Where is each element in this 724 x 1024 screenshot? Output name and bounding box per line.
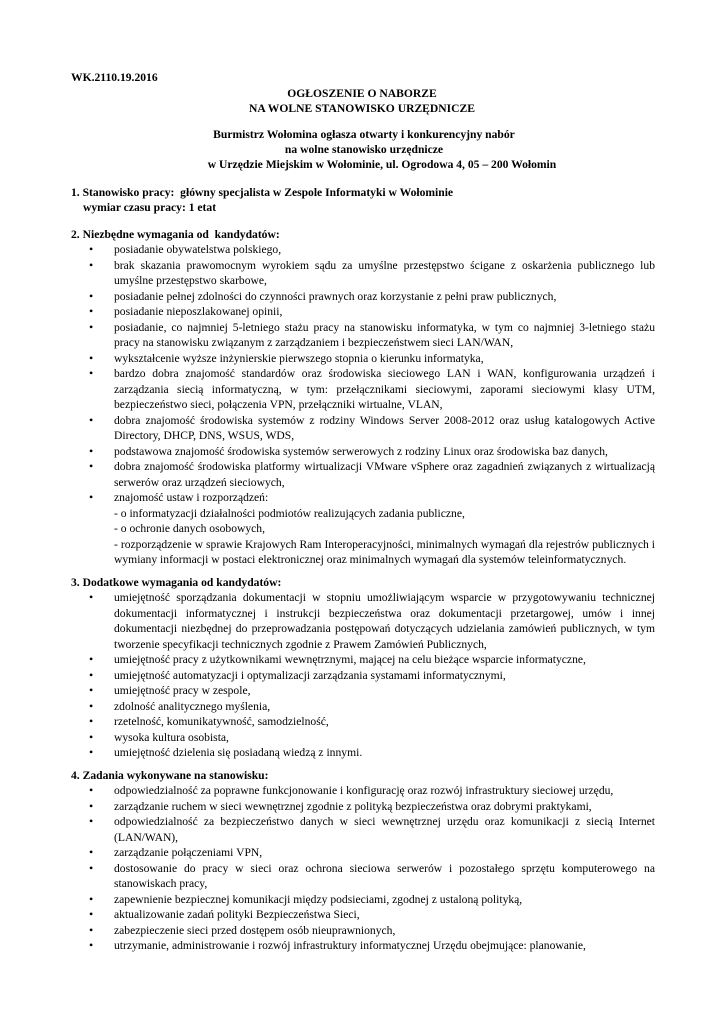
bullet-icon: • xyxy=(89,714,94,728)
laws-sub-2: - o ochronie danych osobowych, xyxy=(114,522,266,535)
list-item: • rzetelność, komunikatywność, samodzielność, xyxy=(89,714,329,728)
reference-number: WK.2110.19.2016 xyxy=(71,71,158,84)
bullet-icon: • xyxy=(89,459,94,473)
list-item: • podstawowa znajomość środowiska systemów serwerowych z rodziny Linux oraz środowiska baz danych, xyxy=(89,443,608,458)
list-item: • brak skazania prawomocnym wyrokiem sądu za umyślne przestępstwo ścigane z oskarżenia publicznego lub umyślne przestępstwo skarbowe, xyxy=(89,257,655,287)
list-item: • umiejętność dzielenia się posiadaną wiedzą z innymi. xyxy=(89,745,363,759)
section-1-title: 1. Stanowisko pracy: główny specjalista w Zespole Informatyki w Wołominie xyxy=(71,186,454,199)
list-item: • zapewnienie bezpiecznej komunikacji między podsieciami, zgodnej z ustaloną polityką, xyxy=(89,891,523,906)
list-item: • umiejętność pracy z użytkownikami wewnętrznymi, mającej na celu bieżące wsparcie informatyczne, xyxy=(89,652,586,666)
list-item-laws xyxy=(0,490,724,568)
list-item: • posiadanie nieposzlakowanej opinii, xyxy=(89,304,283,318)
bullet-icon: • xyxy=(89,698,94,713)
list-item: • odpowiedzialność za poprawne funkcjonowanie i konfigurację oraz rozwój infrastruktury sieciowej urzędu, xyxy=(89,783,614,797)
bullet-icon: • xyxy=(89,938,94,952)
tasks-list xyxy=(0,783,724,954)
title-line-2: NA WOLNE STANOWISKO URZĘDNICZE xyxy=(248,102,476,115)
laws-sub-3: - rozporządzenie w sprawie Krajowych Ram Interoperacyjności, minimalnych wymagań dla rejestrów publicznych i wymiany informacji w postaci elektronicznej oraz minimalnych wymagań dla systemów teleinformatycznych. xyxy=(114,537,655,566)
list-item: • utrzymanie, administrowanie i rozwój infrastruktury informatycznej Urzędu obejmujące: planowanie, xyxy=(89,938,586,952)
list-item: • odpowiedzialność za bezpieczeństwo danych w sieci wewnętrznej urzędu oraz komunikacji z siecią Internet (LAN/WAN), xyxy=(89,814,655,844)
bullet-icon: • xyxy=(89,891,94,906)
section-2-title: 2. Niezbędne wymagania od kandydatów: xyxy=(71,228,280,241)
list-item: • zarządzanie połączeniami VPN, xyxy=(89,845,263,859)
announcement-line-3: w Urzędzie Miejskim w Wołominie, ul. Ogrodowa 4, 05 – 200 Wołomin xyxy=(207,158,557,171)
list-item: • posiadanie, co najmniej 5-letniego stażu pracy na stanowisku informatyka, w tym co najmniej 3-letniego stażu pracy na stanowisku związanym z zarządzaniem i bezpieczeństwem sieci LAN/WAN, xyxy=(89,319,655,349)
list-item: • dobra znajomość środowiska systemów z rodziny Windows Server 2008-2012 oraz usług katalogowych Active Directory, DHCP, DNS, WSUS, WDS, xyxy=(89,412,655,442)
bullet-icon: • xyxy=(89,922,94,937)
bullet-icon: • xyxy=(89,729,94,744)
bullet-icon: • xyxy=(89,319,94,334)
bullet-icon: • xyxy=(89,667,94,682)
list-item: • umiejętność pracy w zespole, xyxy=(89,683,251,697)
bullet-icon: • xyxy=(89,798,94,813)
bullet-icon: • xyxy=(89,412,94,427)
bullet-icon: • xyxy=(89,242,94,256)
bullet-icon: • xyxy=(89,366,94,380)
list-item: • umiejętność automatyzacji i optymalizacji zarządzania systamami informatycznymi, xyxy=(89,667,506,682)
bullet-icon: • xyxy=(89,652,94,666)
bullet-icon: • xyxy=(89,860,94,875)
list-item: • umiejętność sporządzania dokumentacji w stopniu umożliwiającym wsparcie w przygotowywaniu technicznej dokumentacji informatycznej i instrukcji bezpieczeństwa oraz dokumentacji przetargowej, umów i innej dokumentacji niezbędnej do przeprowadzania postępowań dotyczących udzielania zamówień publicznych, w tym tworzenie specyfikacji technicznych zgodnie z Prawem Zamówień Publicznych, xyxy=(89,590,655,651)
laws-intro: znajomość ustaw i rozporządzeń: xyxy=(114,491,269,504)
bullet-icon: • xyxy=(89,288,94,303)
section-1-subtitle: wymiar czasu pracy: 1 etat xyxy=(83,201,217,214)
title-line-1: OGŁOSZENIE O NABORZE xyxy=(287,87,437,100)
bullet-icon: • xyxy=(89,845,94,859)
bullet-icon: • xyxy=(89,907,94,921)
list-item: • dostosowanie do pracy w sieci oraz ochrona sieciowa serwerów i pozostałego sprzętu komputerowego na stanowiskach pracy, xyxy=(89,860,655,890)
bullet-icon: • xyxy=(89,745,94,759)
section-3-title: 3. Dodatkowe wymagania od kandydatów: xyxy=(71,576,282,589)
announcement-line-2: na wolne stanowisko urzędnicze xyxy=(284,143,444,156)
list-item: • zabezpieczenie sieci przed dostępem osób nieuprawnionych, xyxy=(89,922,396,937)
requirements-list xyxy=(0,242,724,568)
list-item: • aktualizowanie zadań polityki Bezpieczeństwa Sieci, xyxy=(89,907,360,921)
bullet-icon: • xyxy=(89,490,94,504)
bullet-icon: • xyxy=(89,350,94,365)
list-item: • zdolność analitycznego myślenia, xyxy=(89,698,271,713)
list-item: • dobra znajomość środowiska platformy wirtualizacji VMware vSphere oraz zagadnień związanych z wirtualizacją serwerów oraz urządzeń sieciowych, xyxy=(89,459,655,489)
list-item: • wykształcenie wyższe inżynierskie pierwszego stopnia o kierunku informatyka, xyxy=(89,350,484,365)
section-4-title: 4. Zadania wykonywane na stanowisku: xyxy=(71,769,269,782)
bullet-icon: • xyxy=(89,683,94,697)
bullet-icon: • xyxy=(89,814,94,828)
bullet-icon: • xyxy=(89,783,94,797)
list-item: • zarządzanie ruchem w sieci wewnętrznej zgodnie z polityką bezpieczeństwa oraz dobrymi praktykami, xyxy=(89,798,592,813)
laws-sub-1: - o informatyzacji działalności podmiotów realizujących zadania publiczne, xyxy=(114,506,465,520)
announcement-line-1: Burmistrz Wołomina ogłasza otwarty i konkurencyjny nabór xyxy=(213,128,515,141)
list-item: • posiadanie obywatelstwa polskiego, xyxy=(89,242,282,256)
bullet-icon: • xyxy=(89,443,94,458)
bullet-icon: • xyxy=(89,257,94,272)
bullet-icon: • xyxy=(89,590,94,604)
bullet-icon: • xyxy=(89,304,94,318)
list-item: • posiadanie pełnej zdolności do czynności prawnych oraz korzystanie z pełni praw publicznych, xyxy=(89,288,557,303)
additional-requirements-list xyxy=(0,590,724,761)
list-item: • wysoka kultura osobista, xyxy=(89,729,229,744)
list-item: • bardzo dobra znajomość standardów oraz środowiska sieciowego LAN i WAN, konfigurowania urządzeń i zarządzania siecią informatyczną, w tym: przełącznikami sieciowymi, zaporami sieciowymi klasy UTM, bezpieczeństwo sieci, połączenia VPN, przełączniki wirtualne, VLAN, xyxy=(89,366,655,411)
